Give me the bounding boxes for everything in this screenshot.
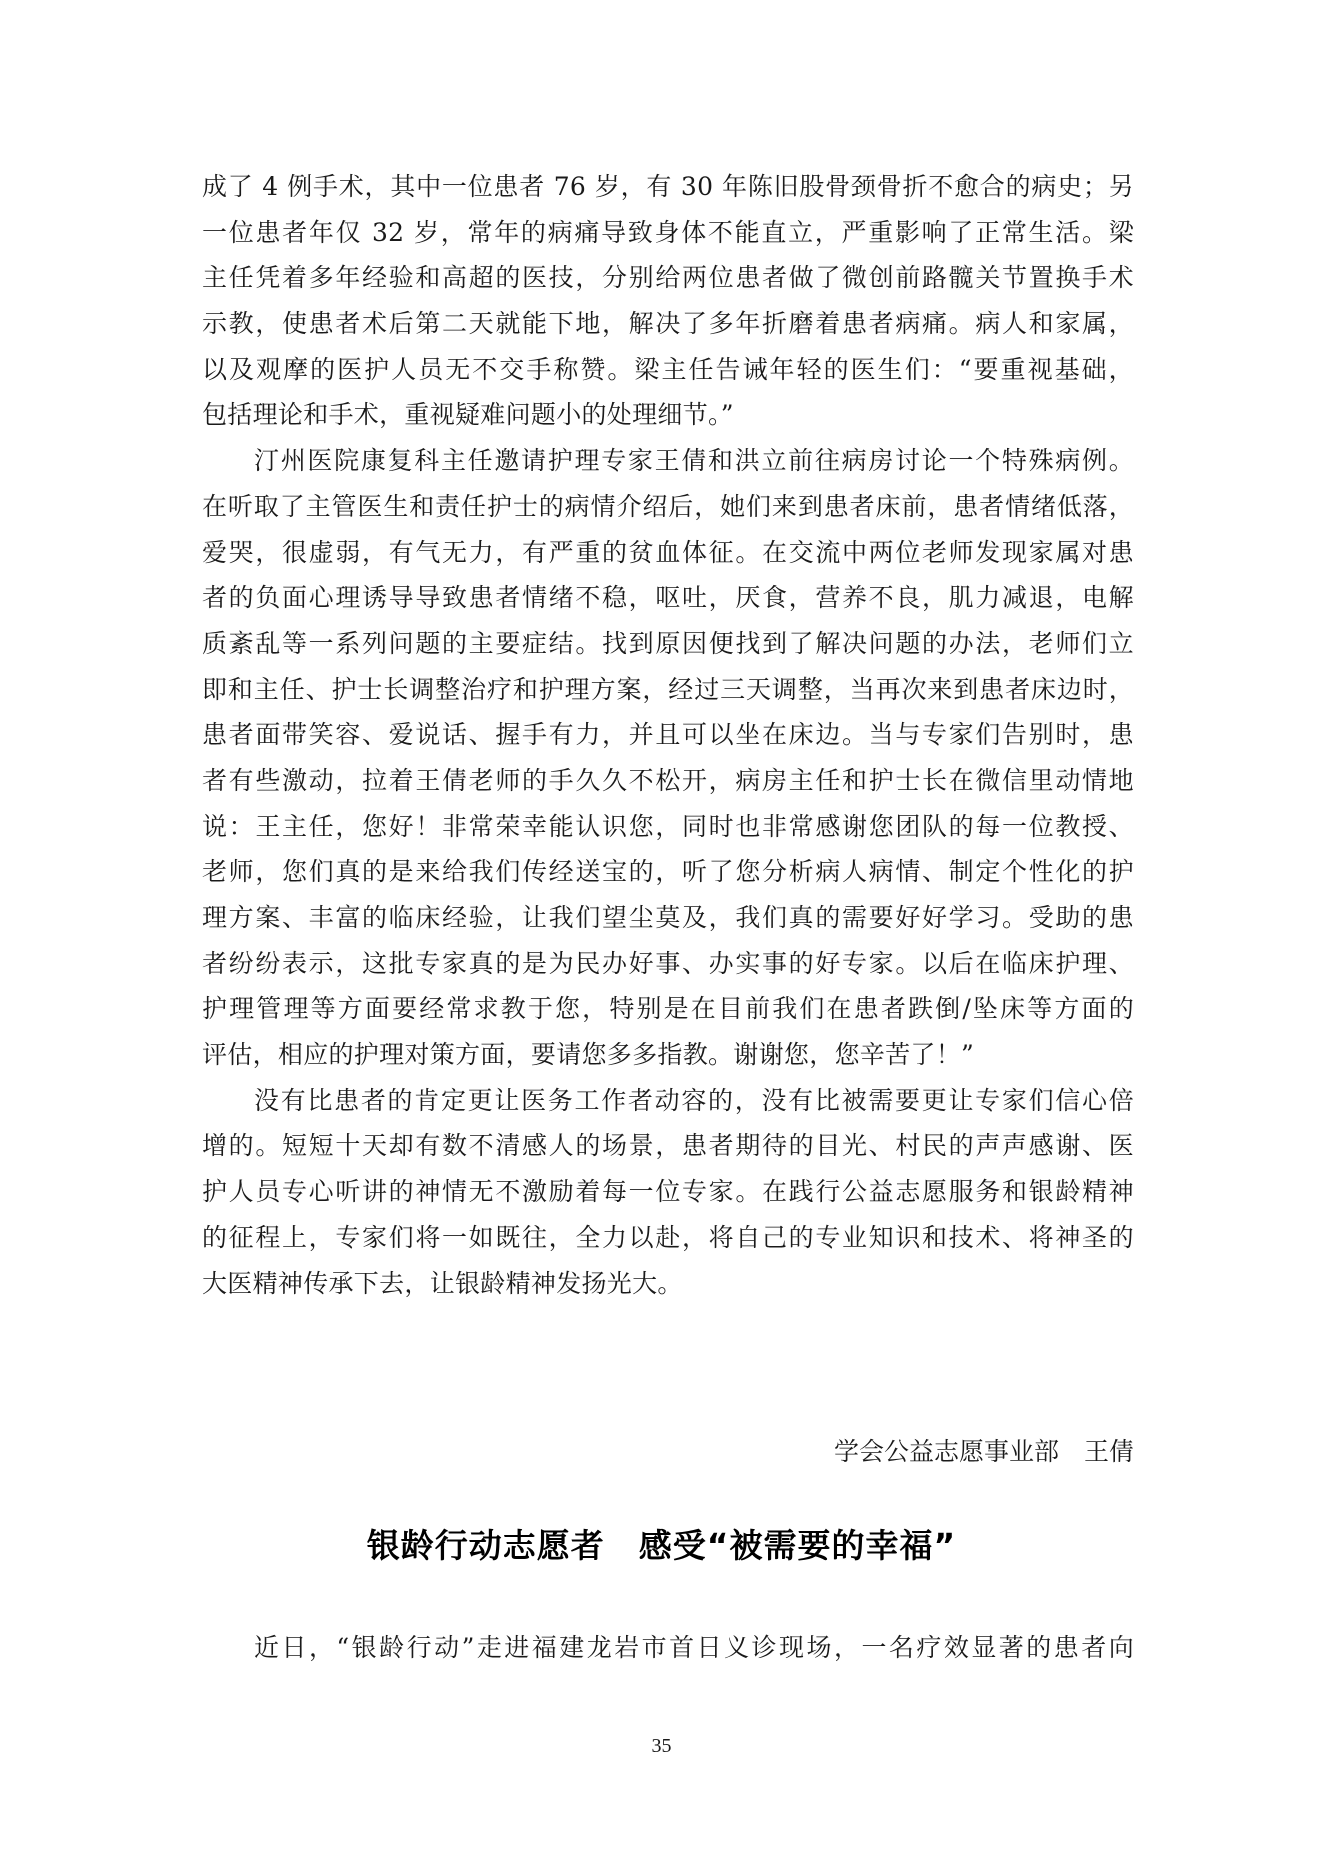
text-line: 评估，相应的护理对策方面，要请您多多指教。谢谢您，您辛苦了！” <box>202 1040 975 1070</box>
text-line: 者有些激动，拉着王倩老师的手久久不松开，病房主任和护士长在微信里动情地 <box>202 765 1134 795</box>
text-line: 护理管理等方面要经常求教于您，特别是在目前我们在患者跌倒/坠床等方面的 <box>202 994 1134 1024</box>
text-line: 患者面带笑容、爱说话、握手有力，并且可以坐在床边。当与专家们告别时，患 <box>202 720 1134 750</box>
text-line: 没有比患者的肯定更让医务工作者动容的，没有比被需要更让专家们信心倍 <box>254 1085 1134 1115</box>
text-line: 老师，您们真的是来给我们传经送宝的，听了您分析病人病情、制定个性化的护 <box>202 857 1134 887</box>
text-line: 近日，“银龄行动”走进福建龙岩市首日义诊现场，一名疗效显著的患者向 <box>254 1633 1134 1662</box>
text-line: 即和主任、护士长调整治疗和护理方案，经过三天调整，当再次来到患者床边时， <box>202 674 1134 704</box>
text-line: 理方案、丰富的临床经验，让我们望尘莫及，我们真的需要好好学习。受助的患 <box>202 903 1134 932</box>
text-line: 主任凭着多年经验和高超的医技，分别给两位患者做了微创前路髋关节置换手术 <box>202 263 1134 293</box>
text-line: 包括理论和手术，重视疑难问题小的处理细节。” <box>202 400 734 430</box>
text-line: 在听取了主管医生和责任护士的病情介绍后，她们来到患者床前，患者情绪低落， <box>202 491 1134 521</box>
text-line: 护人员专心听讲的神情无不激励着每一位专家。在践行公益志愿服务和银龄精神 <box>202 1177 1134 1207</box>
text-line: 增的。短短十天却有数不清感人的场景，患者期待的目光、村民的声声感谢、医 <box>202 1131 1134 1161</box>
text-line: 一位患者年仅 32 岁，常年的病痛导致身体不能直立，严重影响了正常生活。梁 <box>202 217 1134 247</box>
text-line: 者的负面心理诱导导致患者情绪不稳，呕吐，厌食，营养不良，肌力减退，电解 <box>202 583 1134 613</box>
text-line: 成了 4 例手术，其中一位患者 76 岁，有 30 年陈旧股骨颈骨折不愈合的病史；另 <box>202 172 1134 201</box>
text-line: 质紊乱等一系列问题的主要症结。找到原因便找到了解决问题的办法，老师们立 <box>202 628 1134 658</box>
text-line: 者纷纷表示，这批专家真的是为民办好事、办实事的好专家。以后在临床护理、 <box>202 948 1134 978</box>
text-line: 以及观摩的医护人员无不交手称赞。梁主任告诫年轻的医生们：“要重视基础， <box>202 354 1134 384</box>
text-line: 示教，使患者术后第二天就能下地，解决了多年折磨着患者病痛。病人和家属， <box>202 309 1134 339</box>
author-signature: 学会公益志愿事业部 王倩 <box>833 1437 1134 1466</box>
article-body-2 <box>202 1625 1134 1671</box>
article-body <box>202 164 1134 1306</box>
text-line: 爱哭，很虚弱，有气无力，有严重的贫血体征。在交流中两位老师发现家属对患 <box>202 537 1134 567</box>
article-title: 银龄行动志愿者 感受“被需要的幸福” <box>366 1526 957 1565</box>
text-line: 说：王主任，您好！非常荣幸能认识您，同时也非常感谢您团队的每一位教授、 <box>202 811 1134 841</box>
text-line: 的征程上，专家们将一如既往，全力以赴，将自己的专业知识和技术、将神圣的 <box>202 1222 1134 1252</box>
text-line: 大医精神传承下去，让银龄精神发扬光大。 <box>202 1268 683 1298</box>
text-line: 汀州医院康复科主任邀请护理专家王倩和洪立前往病房讨论一个特殊病例。 <box>254 446 1134 476</box>
page-number: 35 <box>651 1735 672 1757</box>
